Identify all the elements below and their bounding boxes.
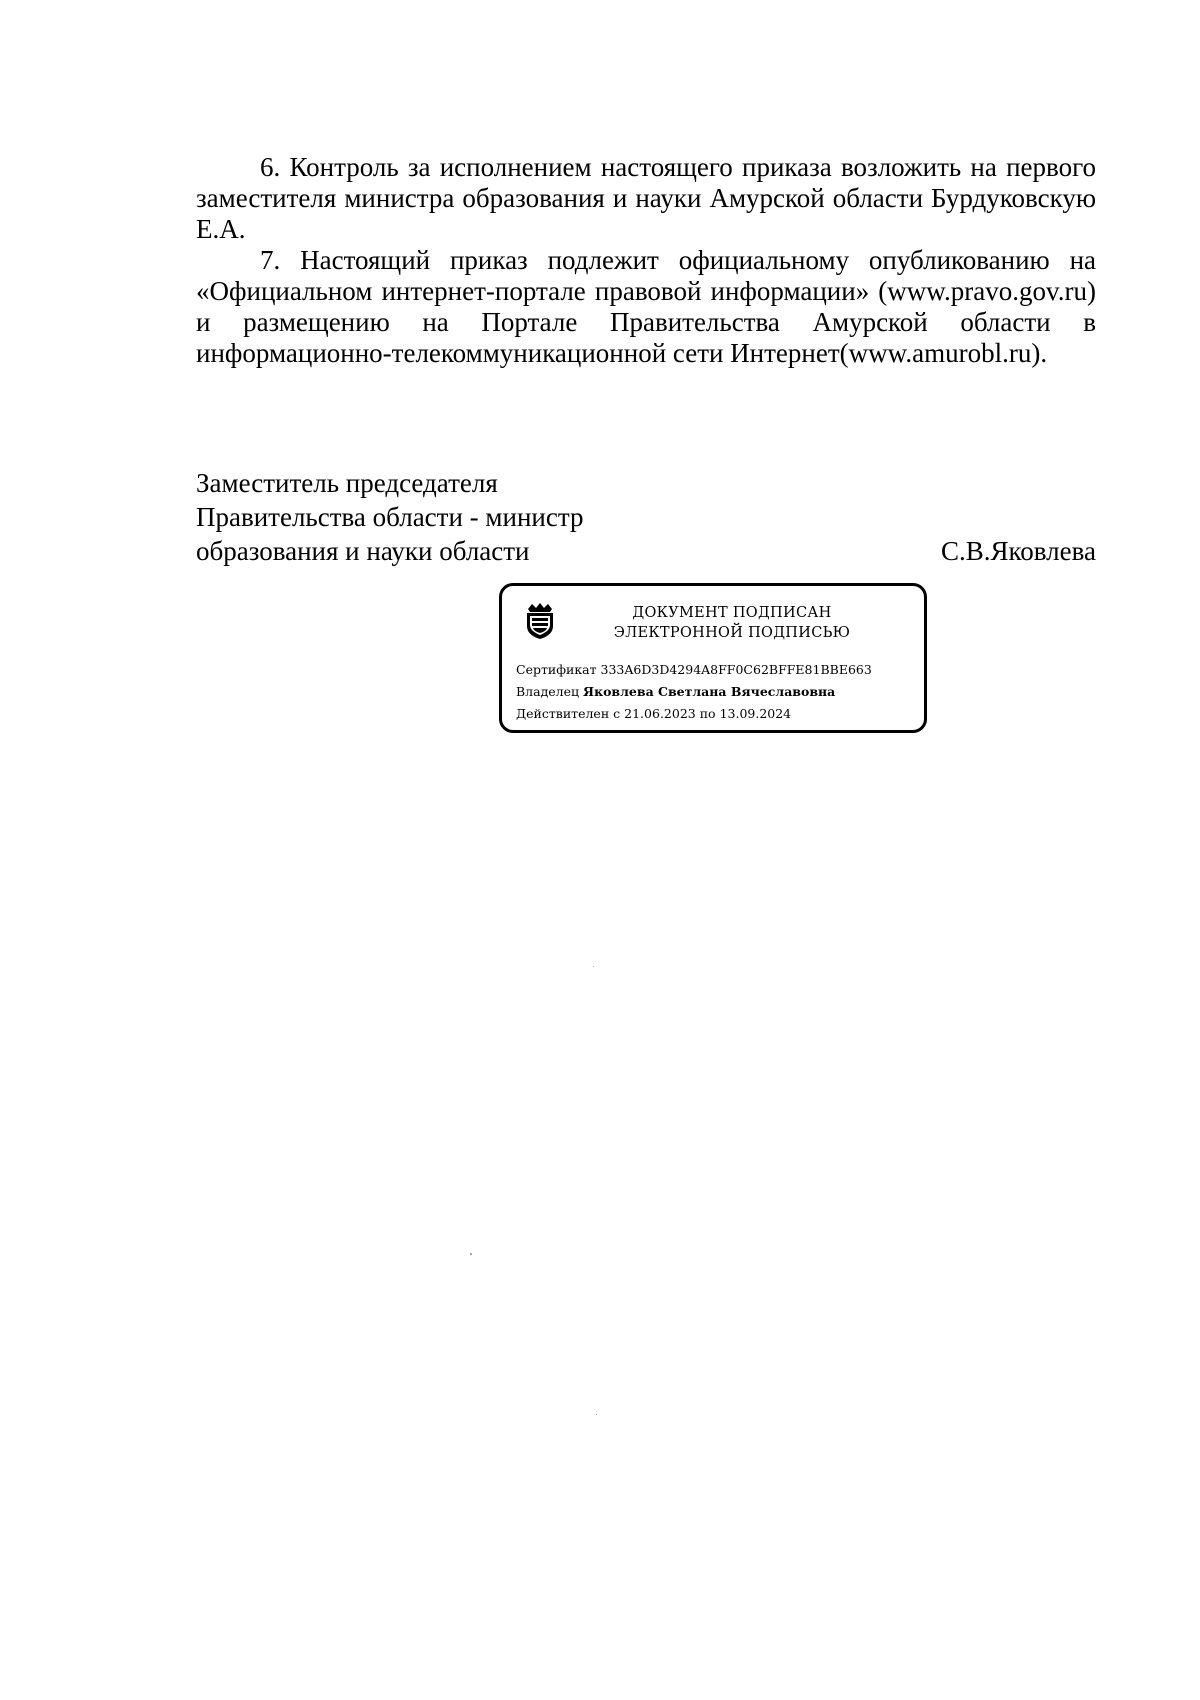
certificate-value: 333A6D3D4294A8FF0C62BFFE81BBE663 — [600, 662, 872, 677]
stamp-certificate — [516, 662, 872, 678]
scan-speck — [596, 1414, 597, 1415]
signer-name: С.В.Яковлева — [941, 536, 1096, 566]
electronic-signature-stamp — [499, 583, 927, 733]
stamp-title-line: ДОКУМЕНТ ПОДПИСАН — [632, 605, 832, 621]
signer-position-line: Правительства области - министр — [196, 502, 584, 532]
valid-label: Действителен — [516, 706, 610, 721]
valid-to: 13.09.2024 — [719, 706, 792, 721]
signer-position — [196, 466, 716, 568]
stamp-title-line: ЭЛЕКТРОННОЙ ПОДПИСЬЮ — [613, 625, 851, 641]
signer-position-line: Заместитель председателя — [196, 468, 498, 498]
signer-position-line: образования и науки области — [196, 536, 530, 566]
paragraph-6: 6. Контроль за исполнением настоящего приказа возложить на первого заместителя министра образования и науки Амурской области Бурдуковскую Е.А. — [196, 152, 1096, 244]
scan-speck — [470, 1253, 472, 1255]
stamp-validity — [516, 706, 791, 722]
stamp-title — [582, 603, 882, 643]
valid-from-label: с — [613, 706, 621, 721]
scan-speck — [593, 966, 594, 967]
stamp-owner — [516, 684, 835, 700]
paragraph-7: 7. Настоящий приказ подлежит официальному опубликованию на «Официальном интернет-портале правовой информации» (www.pravo.gov.ru) и размещению на Портале Правительства Амурской области в информационно-телекоммуникационной сети Интернет(www.amurobl.ru). — [196, 245, 1096, 368]
owner-label: Владелец — [516, 684, 580, 699]
valid-to-label: по — [699, 706, 716, 721]
order-body — [196, 152, 1096, 369]
owner-value: Яковлева Светлана Вячеславовна — [583, 684, 836, 699]
valid-from: 21.06.2023 — [624, 706, 696, 721]
amur-region-coat-of-arms-icon — [524, 600, 556, 640]
certificate-label: Сертификат — [516, 662, 597, 677]
